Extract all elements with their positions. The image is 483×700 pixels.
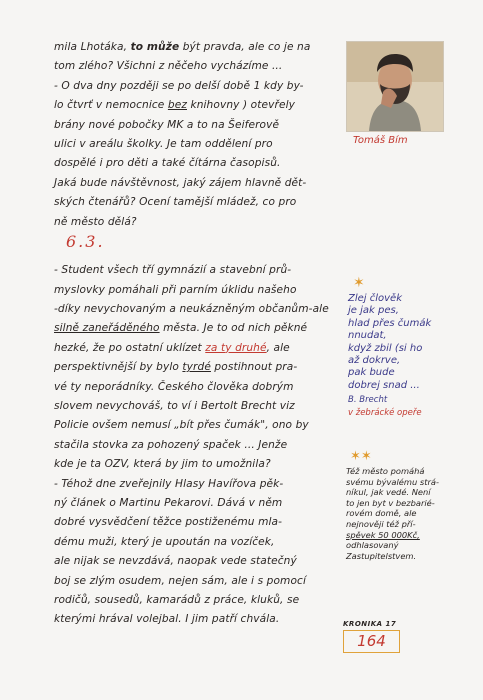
double-asterisk-icon: ✶✶ bbox=[350, 449, 372, 464]
text-line: slovem nevychováš, to ví i Bertolt Brecht viz bbox=[54, 400, 295, 413]
photo-caption: Tomáš Bím bbox=[353, 135, 408, 146]
text-line: ný článek o Martinu Pekarovi. Dává v něm bbox=[54, 496, 283, 509]
text-line: Policie ovšem nemusí „bít přes čumák", ono by bbox=[54, 419, 309, 432]
asterisk-icon: ✶ bbox=[353, 275, 365, 291]
quote-line: když zbil (si ho bbox=[348, 342, 423, 354]
text-line: lo čtvrť v nemocnice bez knihovny ) otevřely bbox=[54, 99, 295, 112]
text-line: dému muži, který je upoután na vozíček, bbox=[54, 535, 275, 548]
quote-line: je jak pes, bbox=[348, 305, 399, 317]
date-marker: 6.3. bbox=[66, 232, 105, 251]
text-line: mila Lhotáka, to může být pravda, ale co je na bbox=[54, 41, 311, 53]
text-line: ale nijak se nevzdává, naopak vede statečný bbox=[54, 555, 297, 568]
text-line: silně zaneřáděného města. Je to od nich pěkné bbox=[54, 322, 308, 335]
note-line: nejnověji též pří- bbox=[346, 518, 416, 529]
text-line: ulici v areálu školky. Je tam oddělení pro bbox=[54, 137, 273, 150]
text-line: -díky nevychovaným a neukázněným občanům-ale bbox=[54, 303, 329, 316]
quote-line: nnudat, bbox=[348, 330, 387, 342]
text-line: dobré vysvědčení těžce postiženému mla- bbox=[54, 516, 283, 529]
page-number: 164 bbox=[343, 630, 400, 653]
quote-line: až dokrve, bbox=[348, 355, 401, 367]
text-line: kterými hrával volejbal. I jim patří chvála. bbox=[54, 613, 280, 626]
text-line: vé ty neporádníky. Českého člověka dobrým bbox=[54, 380, 294, 393]
text-line: boj se zlým osudem, nejen sám, ale i s pomocí bbox=[54, 574, 307, 587]
note-line: Zastupitelstvem. bbox=[346, 550, 417, 561]
chronicle-label: KRONIKA 17 bbox=[343, 620, 397, 628]
note-line: svému bývalému strá- bbox=[346, 476, 439, 487]
text-line: myslovky pomáhali při parním úklidu našeho bbox=[54, 283, 297, 296]
quote-line: dobrej snad ... bbox=[348, 379, 420, 391]
note-line: odhlasovaný bbox=[346, 540, 399, 551]
text-line: ských čtenářů? Ocení tamější mládež, co pro bbox=[54, 196, 297, 209]
note-line: rovém domě, ale bbox=[346, 508, 417, 519]
quote-source: v žebrácké opeře bbox=[348, 407, 422, 418]
text-line: perspektivnější by bylo tyrdé postihnout pra- bbox=[54, 361, 298, 374]
quote-line: Zlej člověk bbox=[348, 293, 402, 304]
quote-line: hlad přes čumák bbox=[348, 317, 432, 329]
quote-line: pak bude bbox=[348, 367, 395, 379]
chronicle-main-text bbox=[54, 38, 336, 630]
text-line: - O dva dny později se po delší době 1 kdy by- bbox=[54, 79, 304, 92]
text-line: stačila stovka za pohozený spaček ... Jenže bbox=[54, 438, 288, 451]
portrait-image bbox=[347, 42, 443, 131]
text-line: Jaká bude návštěvnost, jaký zájem hlavně dět- bbox=[54, 176, 307, 189]
note-line: níkul, jak vedé. Není bbox=[346, 487, 431, 498]
portrait-photo bbox=[346, 41, 444, 132]
text-line: rodičů, sousedů, kamarádů z práce, kluků, se bbox=[54, 593, 300, 606]
text-line: - Student všech tří gymnázií a stavební prů- bbox=[54, 264, 292, 277]
note-line: spěvek 50 000Kč, bbox=[346, 529, 420, 540]
text-line: brány nové pobočky MK a to na Šeiferově bbox=[54, 118, 280, 131]
quote-author: B. Brecht bbox=[348, 395, 388, 406]
text-line: tom zlého? Všichni z něčeho vycházíme ... bbox=[54, 60, 283, 73]
text-line: - Téhož dne zveřejnily Hlasy Havířova pěk- bbox=[54, 477, 284, 490]
text-line: ně město dělá? bbox=[54, 215, 137, 228]
text-line: hezké, že po ostatní uklízet za ty druhé, ale bbox=[54, 341, 290, 354]
side-note bbox=[346, 466, 456, 561]
text-line: dospělé i pro děti a také čítárna časopisů. bbox=[54, 157, 281, 170]
brecht-quote bbox=[348, 293, 463, 419]
note-line: to jen byt v bezbarié- bbox=[346, 497, 435, 508]
text-line: kde je ta OZV, která by jim to umožnila? bbox=[54, 458, 271, 471]
note-line: Též město pomáhá bbox=[346, 466, 425, 476]
